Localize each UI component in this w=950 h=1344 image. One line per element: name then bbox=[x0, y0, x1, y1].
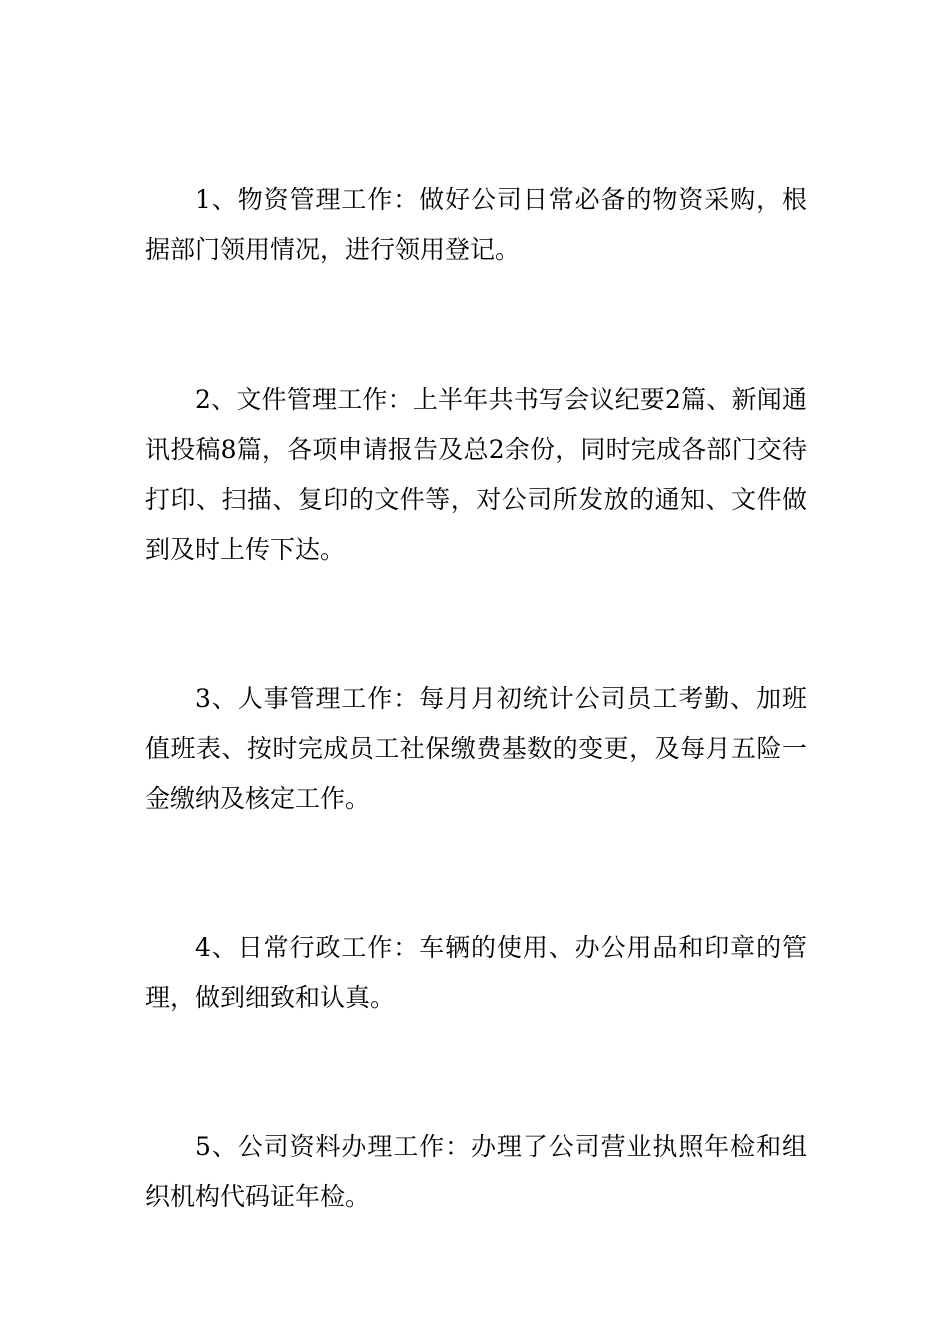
paragraph-document-management: 2、文件管理工作：上半年共书写会议纪要2篇、新闻通讯投稿8篇，各项申请报告及总2余份，同时完成各部门交待打印、扫描、复印的文件等，对公司所发放的通知、文件做到及时上传下达。 bbox=[145, 385, 807, 564]
paragraph-materials-management: 1、物资管理工作：做好公司日常必备的物资采购，根据部门领用情况，进行领用登记。 bbox=[145, 185, 807, 264]
paragraph-daily-administration: 4、日常行政工作：车辆的使用、办公用品和印章的管理，做到细致和认真。 bbox=[145, 933, 807, 1012]
paragraph-personnel-management: 3、人事管理工作：每月月初统计公司员工考勤、加班值班表、按时完成员工社保缴费基数的变更，及每月五险一金缴纳及核定工作。 bbox=[145, 684, 807, 813]
paragraph-company-documents: 5、公司资料办理工作：办理了公司营业执照年检和组织机构代码证年检。 bbox=[145, 1132, 807, 1211]
